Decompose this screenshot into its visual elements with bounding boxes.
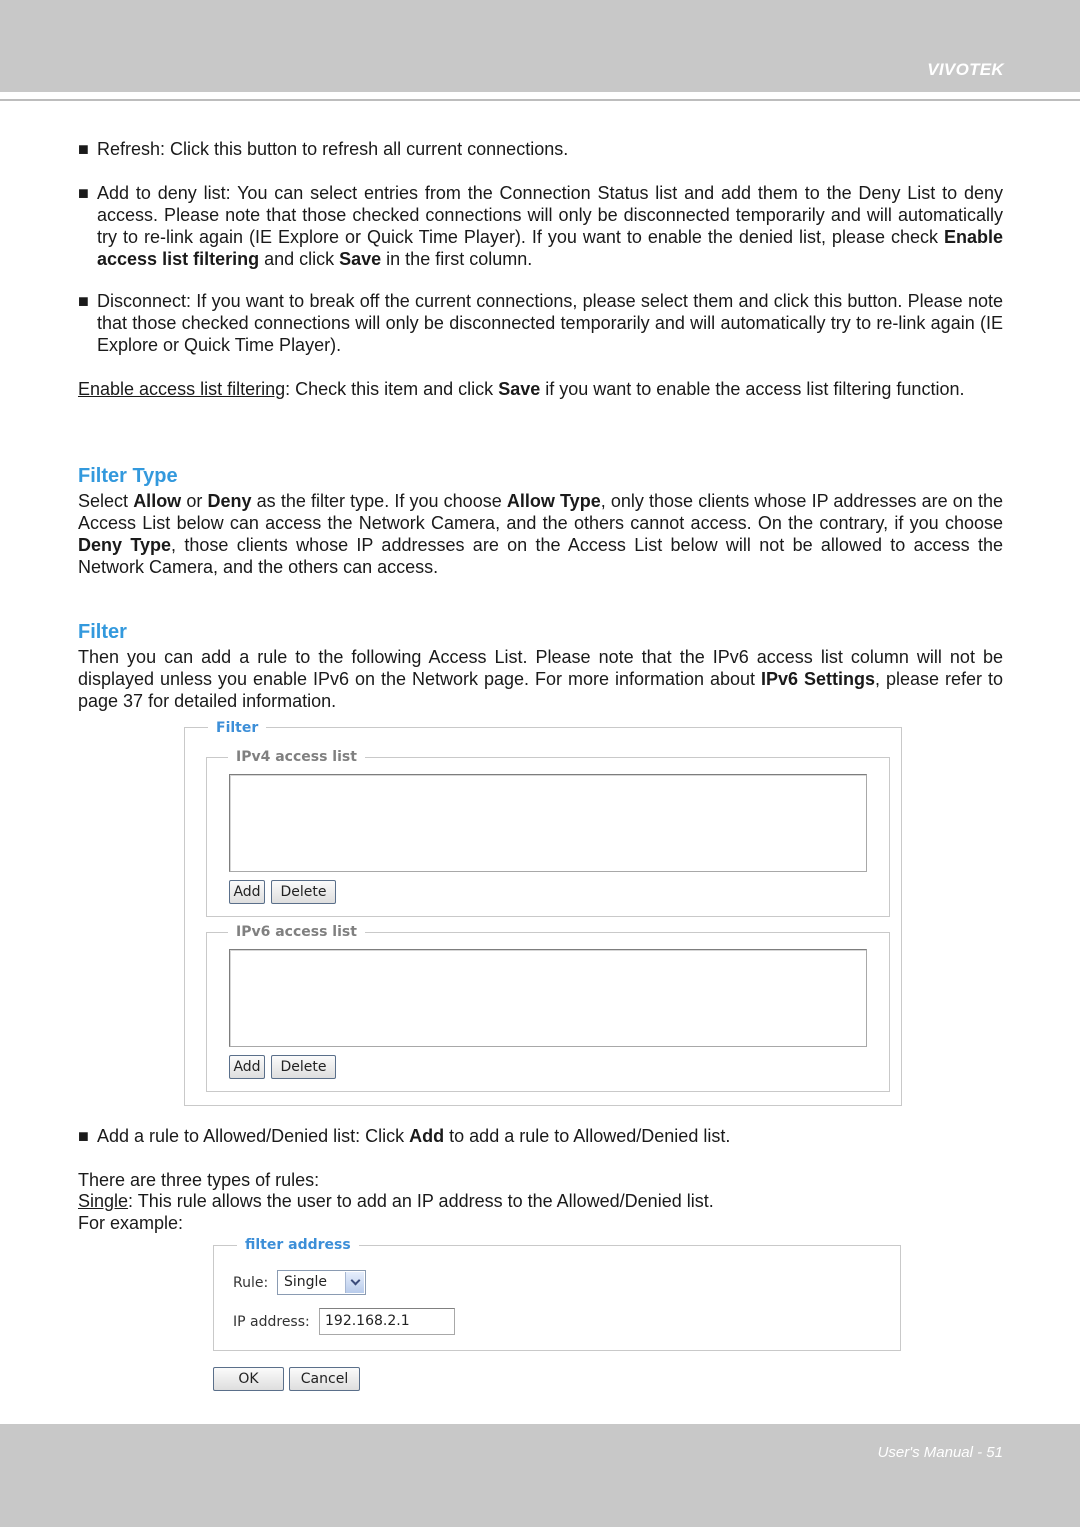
ipv4-access-listbox[interactable]	[229, 774, 867, 872]
ip-address-label: IP address:	[233, 1314, 310, 1330]
disconnect-text: Disconnect: If you want to break off the current connections, please select them and click this button. Please note that those checked connections will only be disconnected temporarily and will automatically try to re-link again (IE Explore or Quick Time Player).	[97, 291, 1003, 355]
deny-text: Add to deny list: You can select entries from the Connection Status list and add them to the Deny List to deny access. Please note that those checked connections will only be disconnected temporarily and will automatically try to re-link again (IE Explore or Quick Time Player). If you want to enable the denied list, please check Enable access list filtering and click Save in the first column.	[97, 183, 1003, 269]
cancel-button[interactable]: Cancel	[289, 1367, 360, 1391]
enable-filtering-paragraph: Enable access list filtering: Check this item and click Save if you want to enable the access list filtering function.	[78, 379, 965, 399]
filter-paragraph: Then you can add a rule to the following Access List. Please note that the IPv6 access list column will not be displayed unless you enable IPv6 on the Network page. For more information about IPv6 Settings, please refer to page 37 for detailed information.	[78, 647, 1003, 711]
brand-logo: VIVOTEK	[927, 60, 1004, 79]
add-rule-text: Add a rule to Allowed/Denied list: Click Add to add a rule to Allowed/Denied list.	[97, 1126, 731, 1146]
ipv6-add-button[interactable]: Add	[229, 1055, 265, 1079]
page-number: User's Manual - 51	[877, 1444, 1003, 1461]
refresh-text: Refresh: Click this button to refresh all current connections.	[97, 139, 569, 159]
ip-address-input[interactable]: 192.168.2.1	[319, 1308, 455, 1335]
filter-address-legend: filter address	[237, 1236, 359, 1254]
refresh-bullet	[78, 138, 1003, 160]
ipv6-legend: IPv6 access list	[228, 923, 365, 941]
filter-heading: Filter	[78, 621, 127, 643]
deny-bullet	[78, 182, 1003, 270]
disconnect-bullet	[78, 290, 1003, 356]
rule-label: Rule:	[233, 1275, 269, 1291]
ipv4-add-button[interactable]: Add	[229, 880, 265, 904]
rule-select-value: Single	[284, 1274, 328, 1290]
ipv4-delete-button[interactable]: Delete	[271, 880, 336, 904]
ipv6-access-listbox[interactable]	[229, 949, 867, 1047]
header-divider	[0, 99, 1080, 101]
add-rule-bullet	[78, 1125, 1003, 1147]
for-example-text: For example:	[78, 1213, 184, 1233]
filter-type-paragraph: Select Allow or Deny as the filter type. If you choose Allow Type, only those clients whose IP addresses are on the Access List below can access the Network Camera, and the others cannot access. On the contrary, if you choose Deny Type, those clients whose IP addresses are on the Access List below will not be allowed to access the Network Camera, and the others can access.	[78, 491, 1004, 577]
ipv4-legend: IPv4 access list	[228, 748, 365, 766]
bullet-marker: ■	[78, 291, 89, 311]
ok-button[interactable]: OK	[213, 1367, 284, 1391]
header-bar	[0, 0, 1080, 92]
footer-bar	[0, 1424, 1080, 1527]
filter-address-fieldset	[213, 1245, 901, 1351]
filter-legend: Filter	[208, 719, 266, 737]
ipv6-delete-button[interactable]: Delete	[271, 1055, 336, 1079]
rule-select[interactable]	[277, 1270, 366, 1295]
bullet-marker: ■	[78, 139, 89, 159]
single-rule-text: Single: This rule allows the user to add an IP address to the Allowed/Denied list.	[78, 1191, 714, 1211]
filter-type-heading: Filter Type	[78, 465, 178, 487]
bullet-marker: ■	[78, 1126, 89, 1146]
rules-intro: There are three types of rules:	[78, 1170, 320, 1190]
chevron-down-icon[interactable]	[345, 1272, 364, 1293]
bullet-marker: ■	[78, 183, 89, 203]
